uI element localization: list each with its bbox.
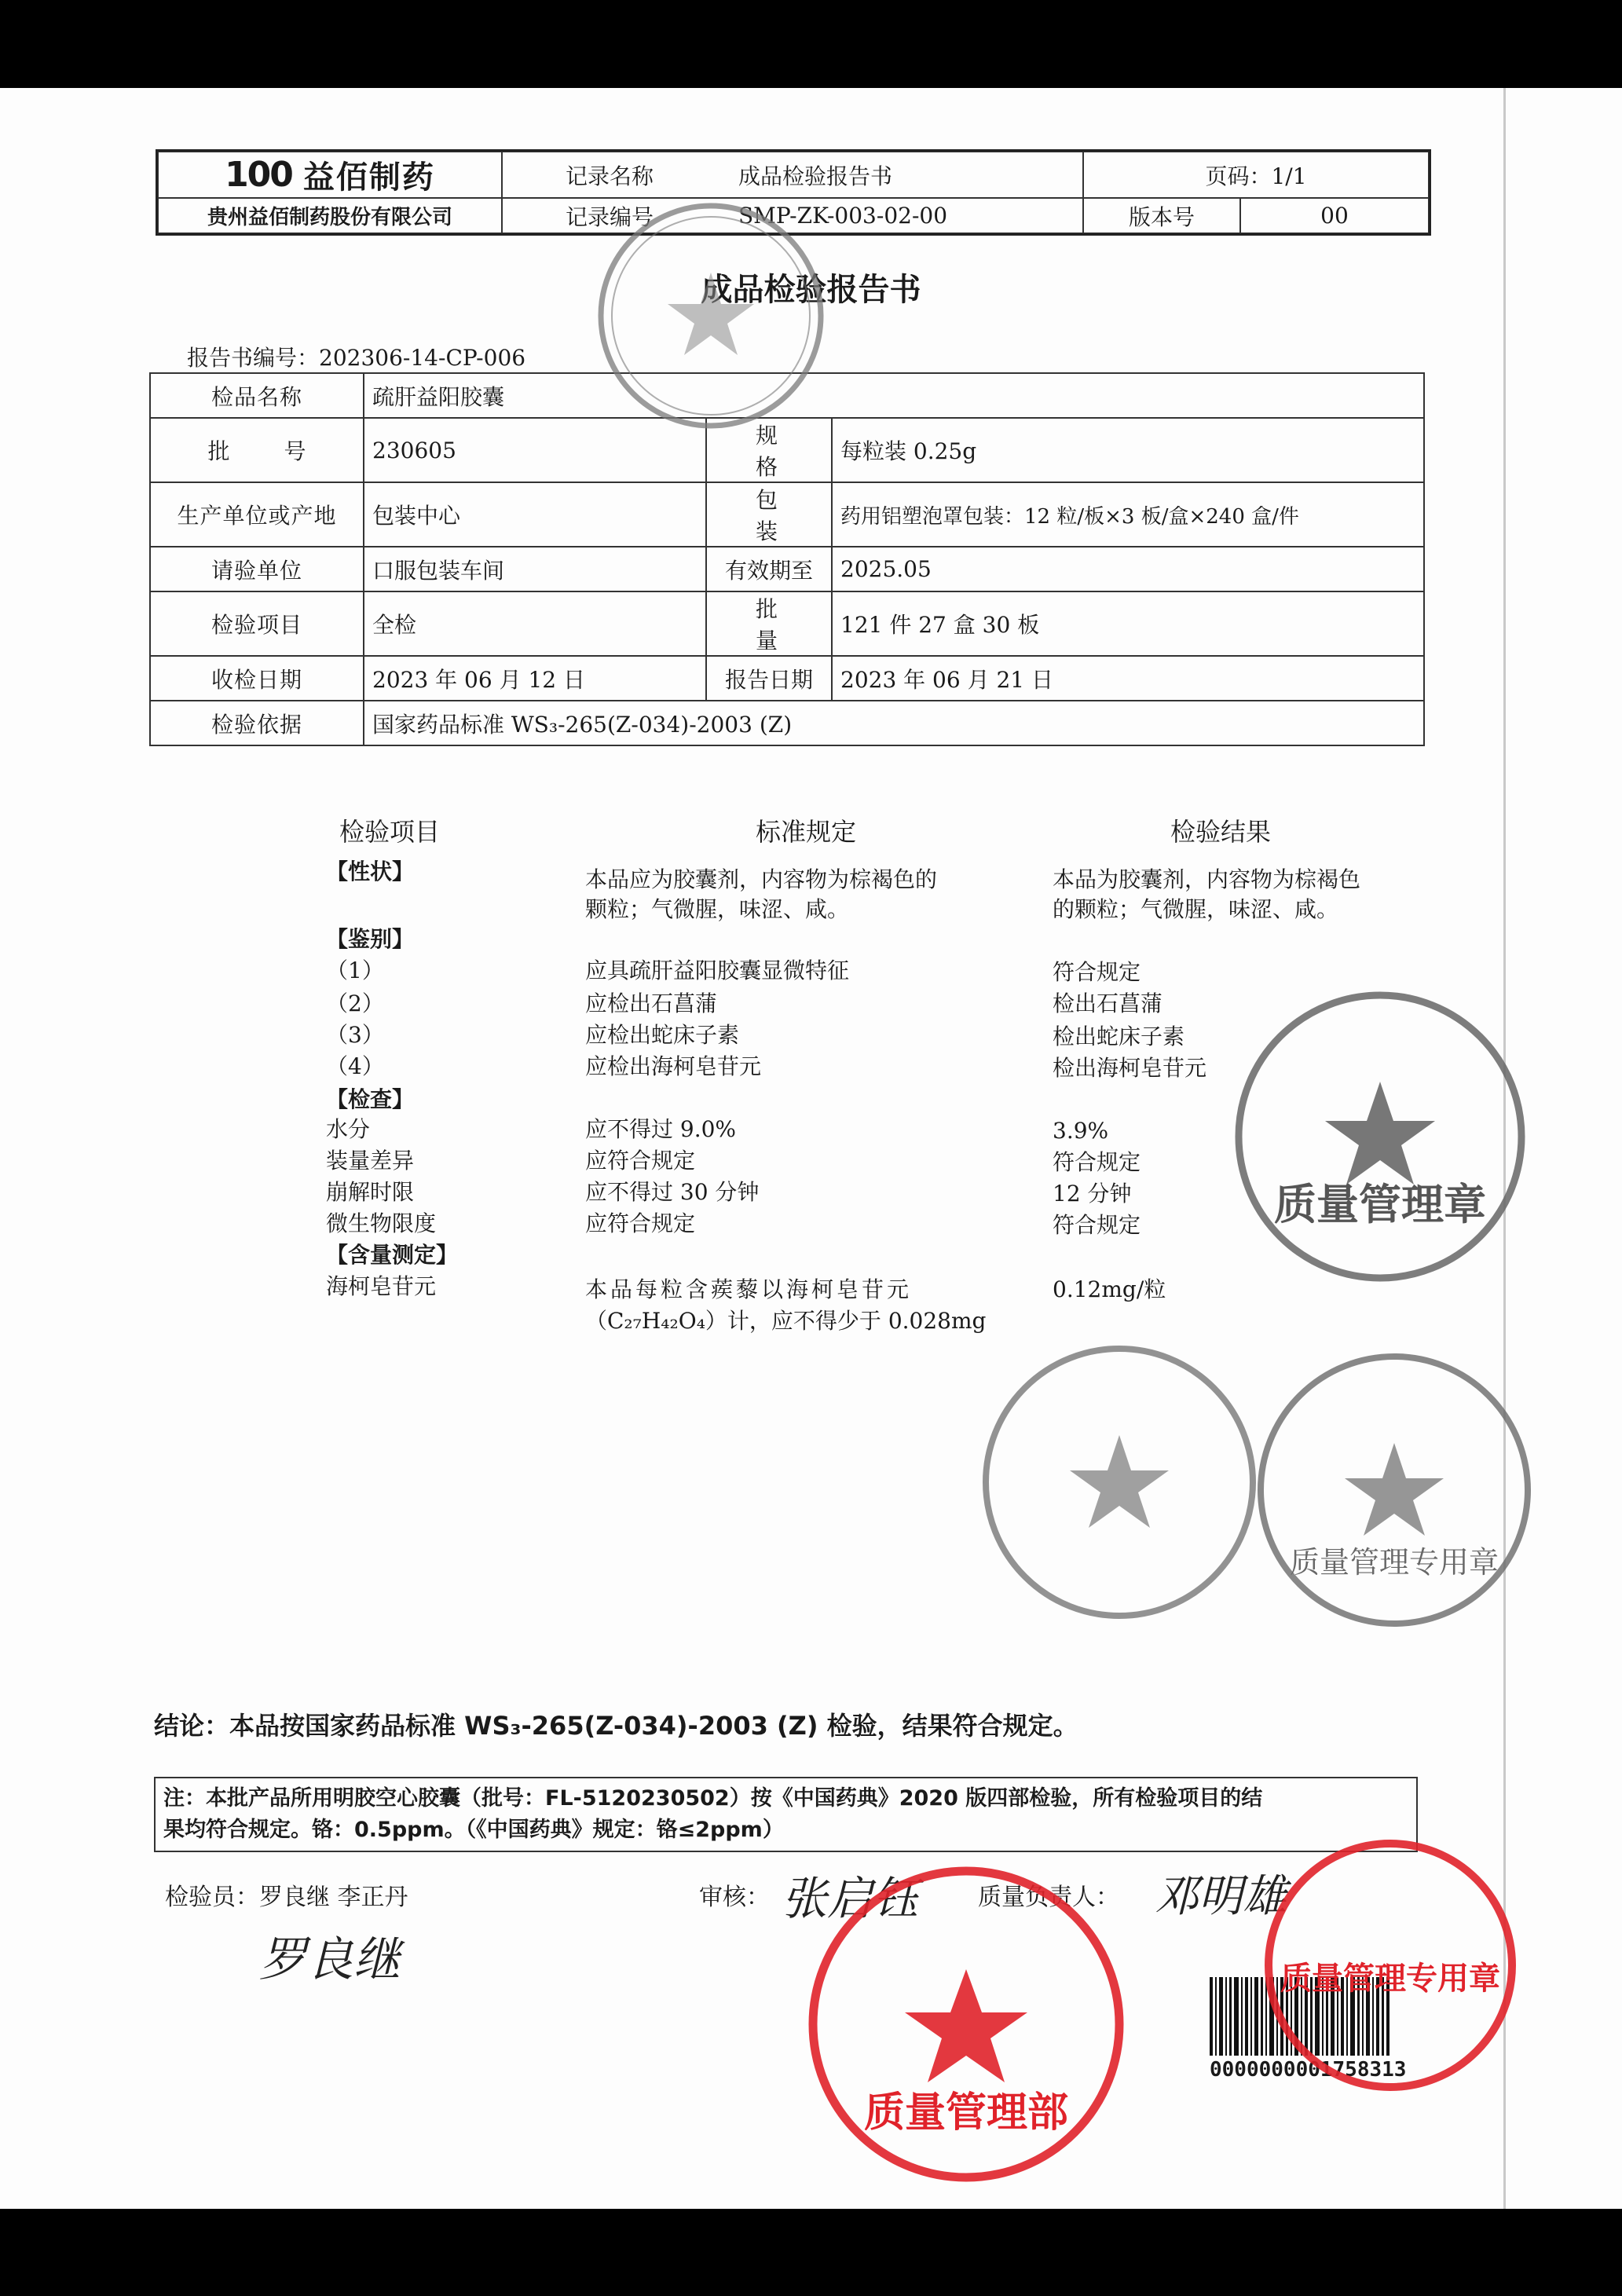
appearance-result-1: 本品为胶囊剂，内容物为棕褐色 [1053, 866, 1361, 892]
version-label: 版本号 [1083, 198, 1240, 233]
disintegration-result: 12 分钟 [1053, 1181, 1132, 1207]
qa-signature: 邓明雄 [1155, 1871, 1287, 1922]
ident-standard-3: 应检出蛇床子素 [585, 1022, 740, 1048]
weight-result: 符合规定 [1053, 1149, 1141, 1175]
conclusion: 结论：本品按国家药品标准 WS₃-265(Z-034)-2003 (Z) 检验，结果符合规定。 [154, 1711, 1078, 1741]
assay-result: 0.12mg/粒 [1053, 1276, 1166, 1302]
value-package: 药用铝塑泡罩包装：12 粒/板×3 板/盒×240 盒/件 [832, 482, 1424, 547]
appearance-standard-1: 本品应为胶囊剂，内容物为棕褐色的 [585, 866, 938, 892]
section-inspection: 【检查】 [326, 1086, 415, 1112]
value-quantity: 121 件 27 盒 30 板 [832, 591, 1424, 656]
inspector-signature: 罗良继 [259, 1932, 401, 1987]
note-line-1: 注：本批产品所用明胶空心胶囊（批号：FL-5120230502）按《中国药典》2020 版四部检验，所有检验项目的结 [163, 1786, 1263, 1811]
moisture-item: 水分 [326, 1116, 371, 1142]
svg-text:质量管理专用章: 质量管理专用章 [1289, 1545, 1499, 1580]
page-number-cell: 页码：1/1 [1083, 152, 1429, 198]
ident-standard-4: 应检出海柯皂苷元 [585, 1053, 762, 1079]
weight-standard: 应符合规定 [585, 1148, 696, 1174]
qa-label: 质量负责人： [978, 1884, 1119, 1911]
label-test-item: 检验项目 [150, 591, 364, 656]
label-receive-date: 收检日期 [150, 656, 364, 701]
value-origin: 包装中心 [364, 482, 706, 547]
value-product-name: 疏肝益阳胶囊 [364, 373, 1424, 418]
label-batch: 批 号 [150, 418, 364, 482]
appearance-standard-2: 颗粒；气微腥，味涩、咸。 [585, 896, 850, 922]
weight-item: 装量差异 [326, 1148, 415, 1174]
hengrong-quality-seal [1249, 1345, 1540, 1635]
microbial-result: 符合规定 [1053, 1212, 1141, 1238]
label-product-name: 检品名称 [150, 373, 364, 418]
label-report-date: 报告日期 [706, 656, 832, 701]
assay-item: 海柯皂苷元 [326, 1273, 437, 1299]
ident-standard-2: 应检出石菖蒲 [585, 991, 718, 1016]
section-appearance: 【性状】 [326, 859, 415, 884]
label-quantity: 批 量 [706, 591, 832, 656]
disintegration-standard: 应不得过 30 分钟 [585, 1179, 760, 1205]
company-name: 贵州益佰制药股份有限公司 [158, 198, 502, 233]
value-test-item: 全检 [364, 591, 706, 656]
value-spec: 每粒装 0.25g [832, 418, 1424, 482]
value-requester: 口服包装车间 [364, 547, 706, 591]
section-assay: 【含量测定】 [326, 1242, 459, 1268]
report-number: 报告书编号：202306-14-CP-006 [187, 345, 526, 371]
assay-standard-1: 本品每粒含蒺藜以海柯皂苷元 [585, 1276, 913, 1302]
moisture-standard: 应不得过 9.0% [585, 1116, 737, 1142]
ident-standard-1: 应具疏肝益阳胶囊显微特征 [585, 958, 850, 983]
note-line-2: 果均符合规定。铬：0.5ppm。（《中国药典》规定：铬≤2ppm） [163, 1818, 784, 1842]
record-name-cell: 记录名称 成品检验报告书 [502, 152, 1083, 198]
yibai-inspection-seal [974, 1337, 1265, 1628]
column-head-item: 检验项目 [339, 817, 441, 847]
ident-index-1: （1） [326, 958, 384, 983]
ident-result-1: 符合规定 [1053, 959, 1141, 985]
document-page [0, 88, 1622, 2209]
reviewer-label: 审核： [699, 1884, 770, 1911]
assay-standard-2: （C₂₇H₄₂O₄）计，应不得少于 0.028mg [585, 1308, 987, 1334]
value-receive-date: 2023 年 06 月 12 日 [364, 656, 706, 701]
version-value: 00 [1240, 198, 1429, 233]
svg-text:质量管理专用章: 质量管理专用章 [1280, 1961, 1500, 1997]
label-spec: 规 格 [706, 418, 832, 482]
ident-result-2: 检出石菖蒲 [1053, 991, 1163, 1016]
svg-text:质量管理章: 质量管理章 [1274, 1180, 1486, 1229]
disintegration-item: 崩解时限 [326, 1179, 415, 1205]
liuzhou-pharmacy-seal [801, 1859, 1131, 2189]
column-head-standard: 标准规定 [756, 817, 857, 847]
label-expiry: 有效期至 [706, 547, 832, 591]
ident-result-4: 检出海柯皂苷元 [1053, 1055, 1207, 1081]
company-logo: 100 益佰制药 [158, 152, 502, 198]
svg-text:质量管理部: 质量管理部 [863, 2089, 1069, 2137]
guangzhou-quality-seal [1227, 983, 1533, 1290]
microbial-item: 微生物限度 [326, 1210, 437, 1236]
label-package: 包 装 [706, 482, 832, 547]
appearance-result-2: 的颗粒；气微腥，味涩、咸。 [1053, 896, 1339, 922]
value-batch: 230605 [364, 418, 706, 482]
note-box [154, 1777, 1418, 1852]
label-requester: 请验单位 [150, 547, 364, 591]
column-head-result: 检验结果 [1170, 817, 1272, 847]
ident-result-3: 检出蛇床子素 [1053, 1023, 1185, 1049]
inspectors: 检验员：罗良继 李正丹 [165, 1884, 408, 1911]
record-number-cell: 记录编号 SMP-ZK-003-02-00 [502, 198, 1083, 233]
section-identification: 【鉴别】 [326, 926, 415, 952]
ident-index-2: （2） [326, 991, 384, 1016]
reviewer-signature: 张启钰 [782, 1872, 919, 1925]
moisture-result: 3.9% [1053, 1118, 1109, 1144]
value-report-date: 2023 年 06 月 21 日 [832, 656, 1424, 701]
red-quality-seal [1257, 1832, 1524, 2099]
ident-index-3: （3） [326, 1022, 384, 1048]
document-title: 成品检验报告书 [701, 272, 921, 308]
ident-index-4: （4） [326, 1053, 384, 1079]
value-basis: 国家药品标准 WS₃-265(Z-034)-2003 (Z) [364, 701, 1424, 745]
value-expiry: 2025.05 [832, 547, 1424, 591]
label-basis: 检验依据 [150, 701, 364, 745]
barcode-number: 0000000001758313 [1210, 2058, 1407, 2082]
microbial-standard: 应符合规定 [585, 1210, 696, 1236]
label-origin: 生产单位或产地 [150, 482, 364, 547]
inspection-seal-top [593, 198, 829, 434]
